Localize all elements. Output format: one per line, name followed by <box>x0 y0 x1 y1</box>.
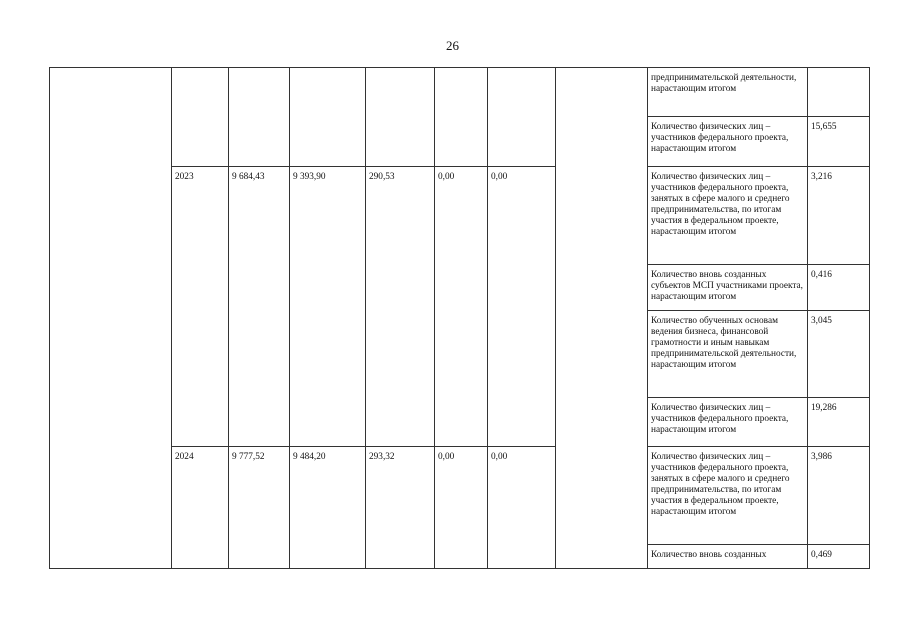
total-cell: 9 684,43 <box>229 167 290 447</box>
indicator-value-cell: 19,286 <box>808 397 870 446</box>
other-sources-cell <box>488 68 556 167</box>
federal-budget-cell <box>290 68 366 167</box>
federal-budget-cell: 9 484,20 <box>290 446 366 568</box>
other-sources-cell: 0,00 <box>488 167 556 447</box>
regional-budget-cell <box>366 68 435 167</box>
indicator-name-cell: предпринимательской деятельности, нарастающим итогом <box>648 68 808 117</box>
indicator-value-cell: 3,045 <box>808 311 870 397</box>
year-cell: 2024 <box>172 446 229 568</box>
indicator-name-cell: Количество физических лиц – участников федерального проекта, нарастающим итогом <box>648 117 808 167</box>
indicator-name-cell: Количество обученных основам ведения бизнеса, финансовой грамотности и иным навыкам предпринимательской деятельности, нарастающим итогом <box>648 311 808 397</box>
table-row <box>50 68 870 117</box>
indicator-name-cell: Количество физических лиц – участников федерального проекта, занятых в сфере малого и среднего предпринимательства, по итогам участия в федеральном проекте, нарастающим итогом <box>648 167 808 265</box>
financing-table <box>49 67 870 569</box>
local-budget-cell: 0,00 <box>435 167 488 447</box>
indicator-value-cell: 15,655 <box>808 117 870 167</box>
page-number: 26 <box>446 38 459 53</box>
indicator-value-cell: 0,469 <box>808 544 870 568</box>
local-budget-cell: 0,00 <box>435 446 488 568</box>
indicator-name-cell: Количество вновь созданных <box>648 544 808 568</box>
year-cell <box>172 68 229 167</box>
other-sources-cell: 0,00 <box>488 446 556 568</box>
indicator-name-cell: Количество вновь созданных субъектов МСП участниками проекта, нарастающим итогом <box>648 265 808 311</box>
table-row <box>50 167 870 265</box>
regional-budget-cell: 293,32 <box>366 446 435 568</box>
regional-budget-cell: 290,53 <box>366 167 435 447</box>
empty-column-cell <box>556 68 648 569</box>
indicator-value-cell <box>808 68 870 117</box>
local-budget-cell <box>435 68 488 167</box>
federal-budget-cell: 9 393,90 <box>290 167 366 447</box>
project-name-cell <box>50 68 172 569</box>
indicator-value-cell: 0,416 <box>808 265 870 311</box>
indicator-value-cell: 3,986 <box>808 446 870 544</box>
table-row <box>50 446 870 544</box>
indicator-name-cell: Количество физических лиц – участников федерального проекта, нарастающим итогом <box>648 397 808 446</box>
total-cell: 9 777,52 <box>229 446 290 568</box>
total-cell <box>229 68 290 167</box>
indicator-value-cell: 3,216 <box>808 167 870 265</box>
indicator-name-cell: Количество физических лиц – участников федерального проекта, занятых в сфере малого и среднего предпринимательства, по итогам участия в федеральном проекте, нарастающим итогом <box>648 446 808 544</box>
year-cell: 2023 <box>172 167 229 447</box>
